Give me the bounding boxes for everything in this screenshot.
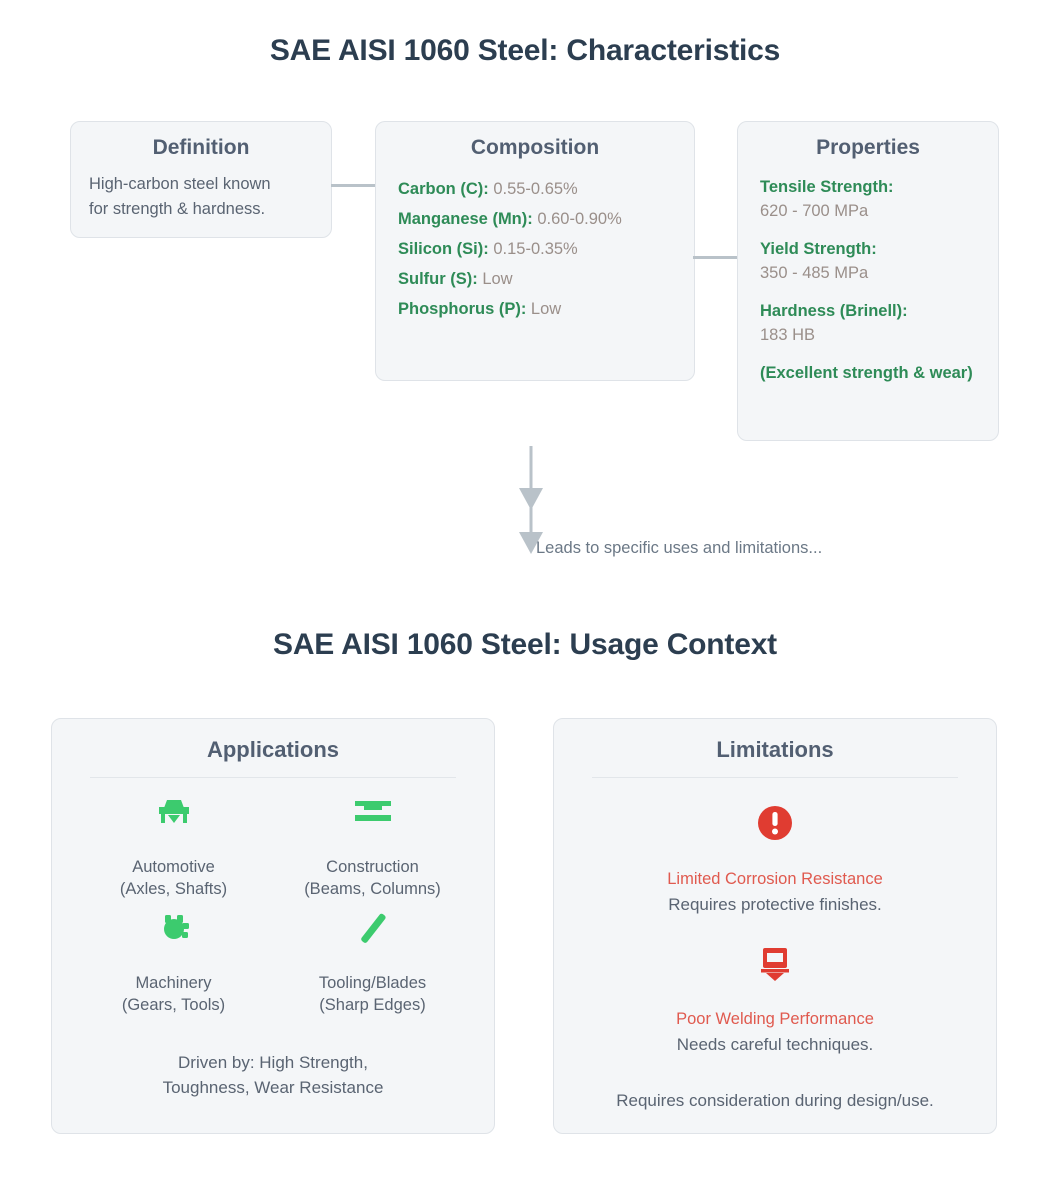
composition-element-value: 0.55-0.65%: [488, 180, 578, 198]
property-block: [760, 238, 998, 286]
property-value: 350 - 485 MPa: [760, 264, 869, 282]
car-icon: [154, 795, 194, 829]
composition-row-list: [398, 174, 672, 324]
limitation-title: Limited Corrosion Resistance: [667, 870, 883, 888]
card-definition-title: Definition: [152, 136, 250, 159]
limitation-title: Poor Welding Performance: [676, 1010, 874, 1028]
limitation-description: Requires protective finishes.: [668, 895, 882, 914]
connector-composition-properties: [693, 256, 739, 259]
application-icon-wrapper: [273, 906, 472, 950]
applications-divider: [90, 777, 456, 778]
composition-element-label: Carbon (C):: [398, 180, 489, 198]
properties-row-list: [738, 176, 998, 385]
flow-label: Leads to specific uses and limitations...: [536, 539, 823, 557]
blade-icon: [353, 908, 393, 948]
property-label: Hardness (Brinell):: [760, 302, 908, 320]
application-sublabel: (Gears, Tools): [121, 996, 226, 1014]
card-applications-title: Applications: [206, 737, 339, 762]
page-title-characteristics: SAE AISI 1060 Steel: Characteristics: [269, 34, 781, 67]
application-icon-wrapper: [273, 790, 472, 834]
card-limitations: [553, 718, 997, 1134]
composition-row: [398, 234, 672, 264]
beam-icon: [351, 797, 395, 827]
composition-element-value: Low: [526, 300, 562, 318]
card-definition: [70, 121, 332, 238]
property-value: 183 HB: [760, 326, 816, 344]
gear-icon: [157, 911, 191, 945]
composition-element-value: 0.60-0.90%: [532, 210, 622, 228]
composition-row: [398, 294, 672, 324]
composition-element-label: Phosphorus (P):: [398, 300, 527, 318]
limitation-item: [576, 940, 974, 1058]
limitation-description: Needs careful techniques.: [676, 1035, 874, 1054]
alert-circle-icon: [755, 803, 795, 843]
card-limitations-title: Limitations: [716, 737, 834, 762]
application-item: [273, 900, 472, 1016]
application-sublabel: (Sharp Edges): [319, 996, 426, 1014]
card-properties-title: Properties: [816, 136, 920, 159]
limitations-list: [576, 800, 974, 1058]
applications-footer-line1: Driven by: High Strength,: [178, 1053, 368, 1072]
application-sublabel: (Beams, Columns): [304, 880, 441, 898]
property-label: Yield Strength:: [760, 240, 877, 258]
application-icon-wrapper: [74, 906, 273, 950]
application-item: [74, 784, 273, 900]
applications-footer: [74, 1050, 472, 1100]
application-label: Machinery: [135, 974, 212, 992]
composition-element-value: Low: [477, 270, 513, 288]
page-title-usage: SAE AISI 1060 Steel: Usage Context: [273, 628, 777, 661]
card-applications: [51, 718, 495, 1134]
composition-element-label: Silicon (Si):: [398, 240, 489, 258]
application-icon-wrapper: [74, 790, 273, 834]
application-sublabel: (Axles, Shafts): [119, 880, 228, 898]
limitations-divider: [592, 777, 958, 778]
limitation-icon-wrapper: [576, 800, 974, 846]
composition-row: [398, 174, 672, 204]
property-label: Tensile Strength:: [760, 178, 894, 196]
property-block: [760, 176, 998, 224]
welding-mask-icon: [755, 943, 795, 983]
application-item: [273, 784, 472, 900]
application-label: Automotive: [132, 858, 215, 876]
composition-element-value: 0.15-0.35%: [488, 240, 578, 258]
limitation-icon-wrapper: [576, 940, 974, 986]
property-block: [760, 300, 998, 348]
composition-element-label: Sulfur (S):: [398, 270, 478, 288]
limitations-footer: Requires consideration during design/use.: [616, 1091, 934, 1110]
composition-row: [398, 264, 672, 294]
application-label: Construction: [326, 858, 419, 876]
application-label: Tooling/Blades: [318, 974, 427, 992]
application-item: [74, 900, 273, 1016]
composition-element-label: Manganese (Mn):: [398, 210, 533, 228]
card-composition: [375, 121, 695, 381]
applications-footer-line2: Toughness, Wear Resistance: [162, 1078, 384, 1097]
definition-text: High-carbon steel known for strength & hardness.: [89, 175, 271, 218]
card-properties: [737, 121, 999, 441]
applications-grid: [74, 784, 472, 1016]
card-composition-title: Composition: [470, 136, 600, 159]
composition-row: [398, 204, 672, 234]
property-value: 620 - 700 MPa: [760, 202, 869, 220]
connector-definition-composition: [331, 184, 377, 187]
limitation-item: [576, 800, 974, 918]
properties-summary-note: (Excellent strength & wear): [760, 364, 973, 382]
